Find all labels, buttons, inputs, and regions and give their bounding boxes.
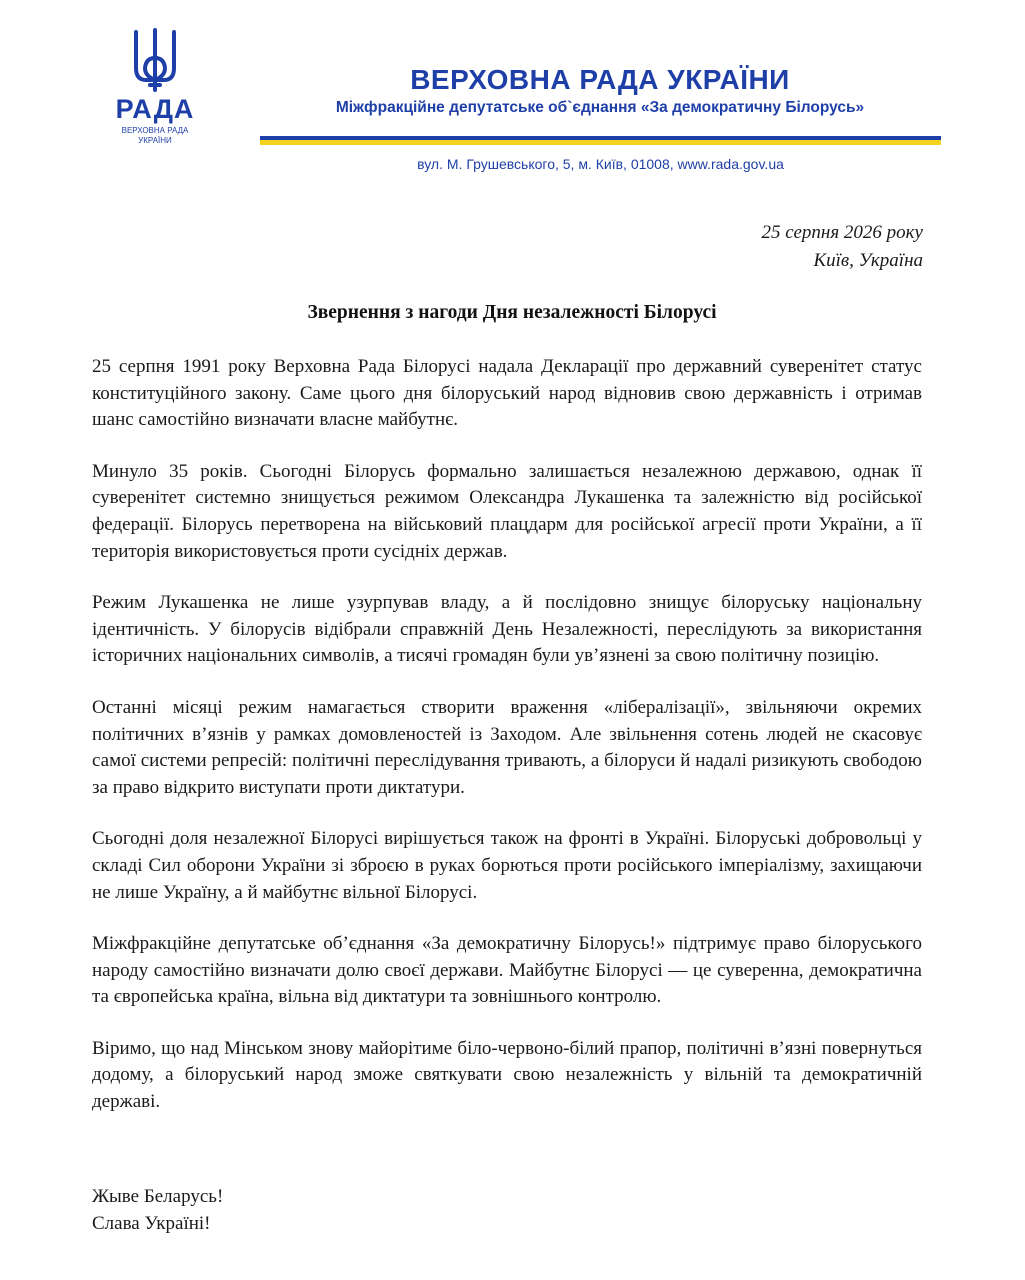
organization-title: ВЕРХОВНА РАДА УКРАЇНИ [410, 64, 790, 95]
letter-paragraph: Минуло 35 років. Сьогодні Білорусь формально залишається незалежною державою, однак її суверенітет системно знищується режимом Олександра Лукашенка та залежністю від російської федерації. Білорусь перетворена на військовий плацдарм для російської агресії проти України, а її територія використовується проти сусідніх держав. [92, 460, 922, 562]
closing-line-ukraine: Слава Україні! [92, 1212, 211, 1234]
letter-paragraph: Віримо, що над Мінськом знову майорітиме біло-червоно-білий прапор, політичні в’язні повернуться додому, а білоруський народ зможе святкувати свою незалежність у вільній та демократичній державі. [92, 1037, 922, 1113]
letter-place: Київ, Україна [813, 250, 923, 271]
flag-stripe-yellow [260, 140, 941, 145]
letter-paragraph: 25 серпня 1991 року Верховна Рада Білорусі надала Декларації про державний суверенітет статус конституційного закону. Саме цього дня білоруський народ відновив свою державність і отримав шанс самостійно визначати власне майбутнє. [92, 356, 922, 431]
letter-paragraph: Режим Лукашенка не лише узурпував владу, а й послідовно знищує білоруську національну ідентичність. У білорусів відібрали справжній День Незалежності, переслідують за використання історичних національних символів, а тисячі громадян були ув’язнені за свою політичну позицію. [92, 592, 922, 667]
logo-wordmark: РАДА [115, 94, 195, 124]
logo-subtext [100, 126, 210, 146]
logo-subtext-line1: ВЕРХОВНА РАДА [121, 126, 189, 135]
trident-icon [132, 28, 178, 92]
rada-logo [100, 28, 210, 146]
date-place-block [762, 219, 923, 275]
letter-date: 25 серпня 2026 року [761, 222, 923, 243]
organization-subtitle: Міжфракційне депутатське об`єднання «За демократичну Білорусь» [335, 99, 865, 116]
closing-line-belarus: Жыве Беларусь! [92, 1186, 224, 1207]
letter-paragraph: Міжфракційне депутатське об’єднання «За демократичну Білорусь!» підтримує право білоруського народу самостійно визначати долю своєї держави. Майбутнє Білорусі — це суверенна, демократична та європейська країна, вільна від диктатури та зовнішнього контролю. [92, 933, 922, 1008]
letter-paragraph: Сьогодні доля незалежної Білорусі вирішується також на фронті в Україні. Білоруські добровольці у складі Сил оборони України зі зброєю в руках борються проти російського імперіалізму, захищаючи не лише Україну, а й майбутнє вільної Білорусі. [92, 828, 922, 903]
letter-heading: Звернення з нагоди Дня незалежності Білорусі [307, 302, 717, 323]
address-line: вул. М. Грушевського, 5, м. Київ, 01008, www.rada.gov.ua [417, 156, 784, 172]
logo-subtext-line2: УКРАЇНИ [138, 136, 172, 145]
letter-paragraph: Останні місяці режим намагається створити враження «лібералізації», звільняючи окремих політичних в’язнів у рамках домовленостей із Заходом. Але звільнення сотень людей не скасовує самої системи репресій: політичні переслідування тривають, а білоруси й надалі ризикують свободою за право відкрито виступати проти диктатури. [92, 696, 922, 798]
letter-closing [92, 1184, 223, 1237]
letter-body [92, 354, 922, 1141]
